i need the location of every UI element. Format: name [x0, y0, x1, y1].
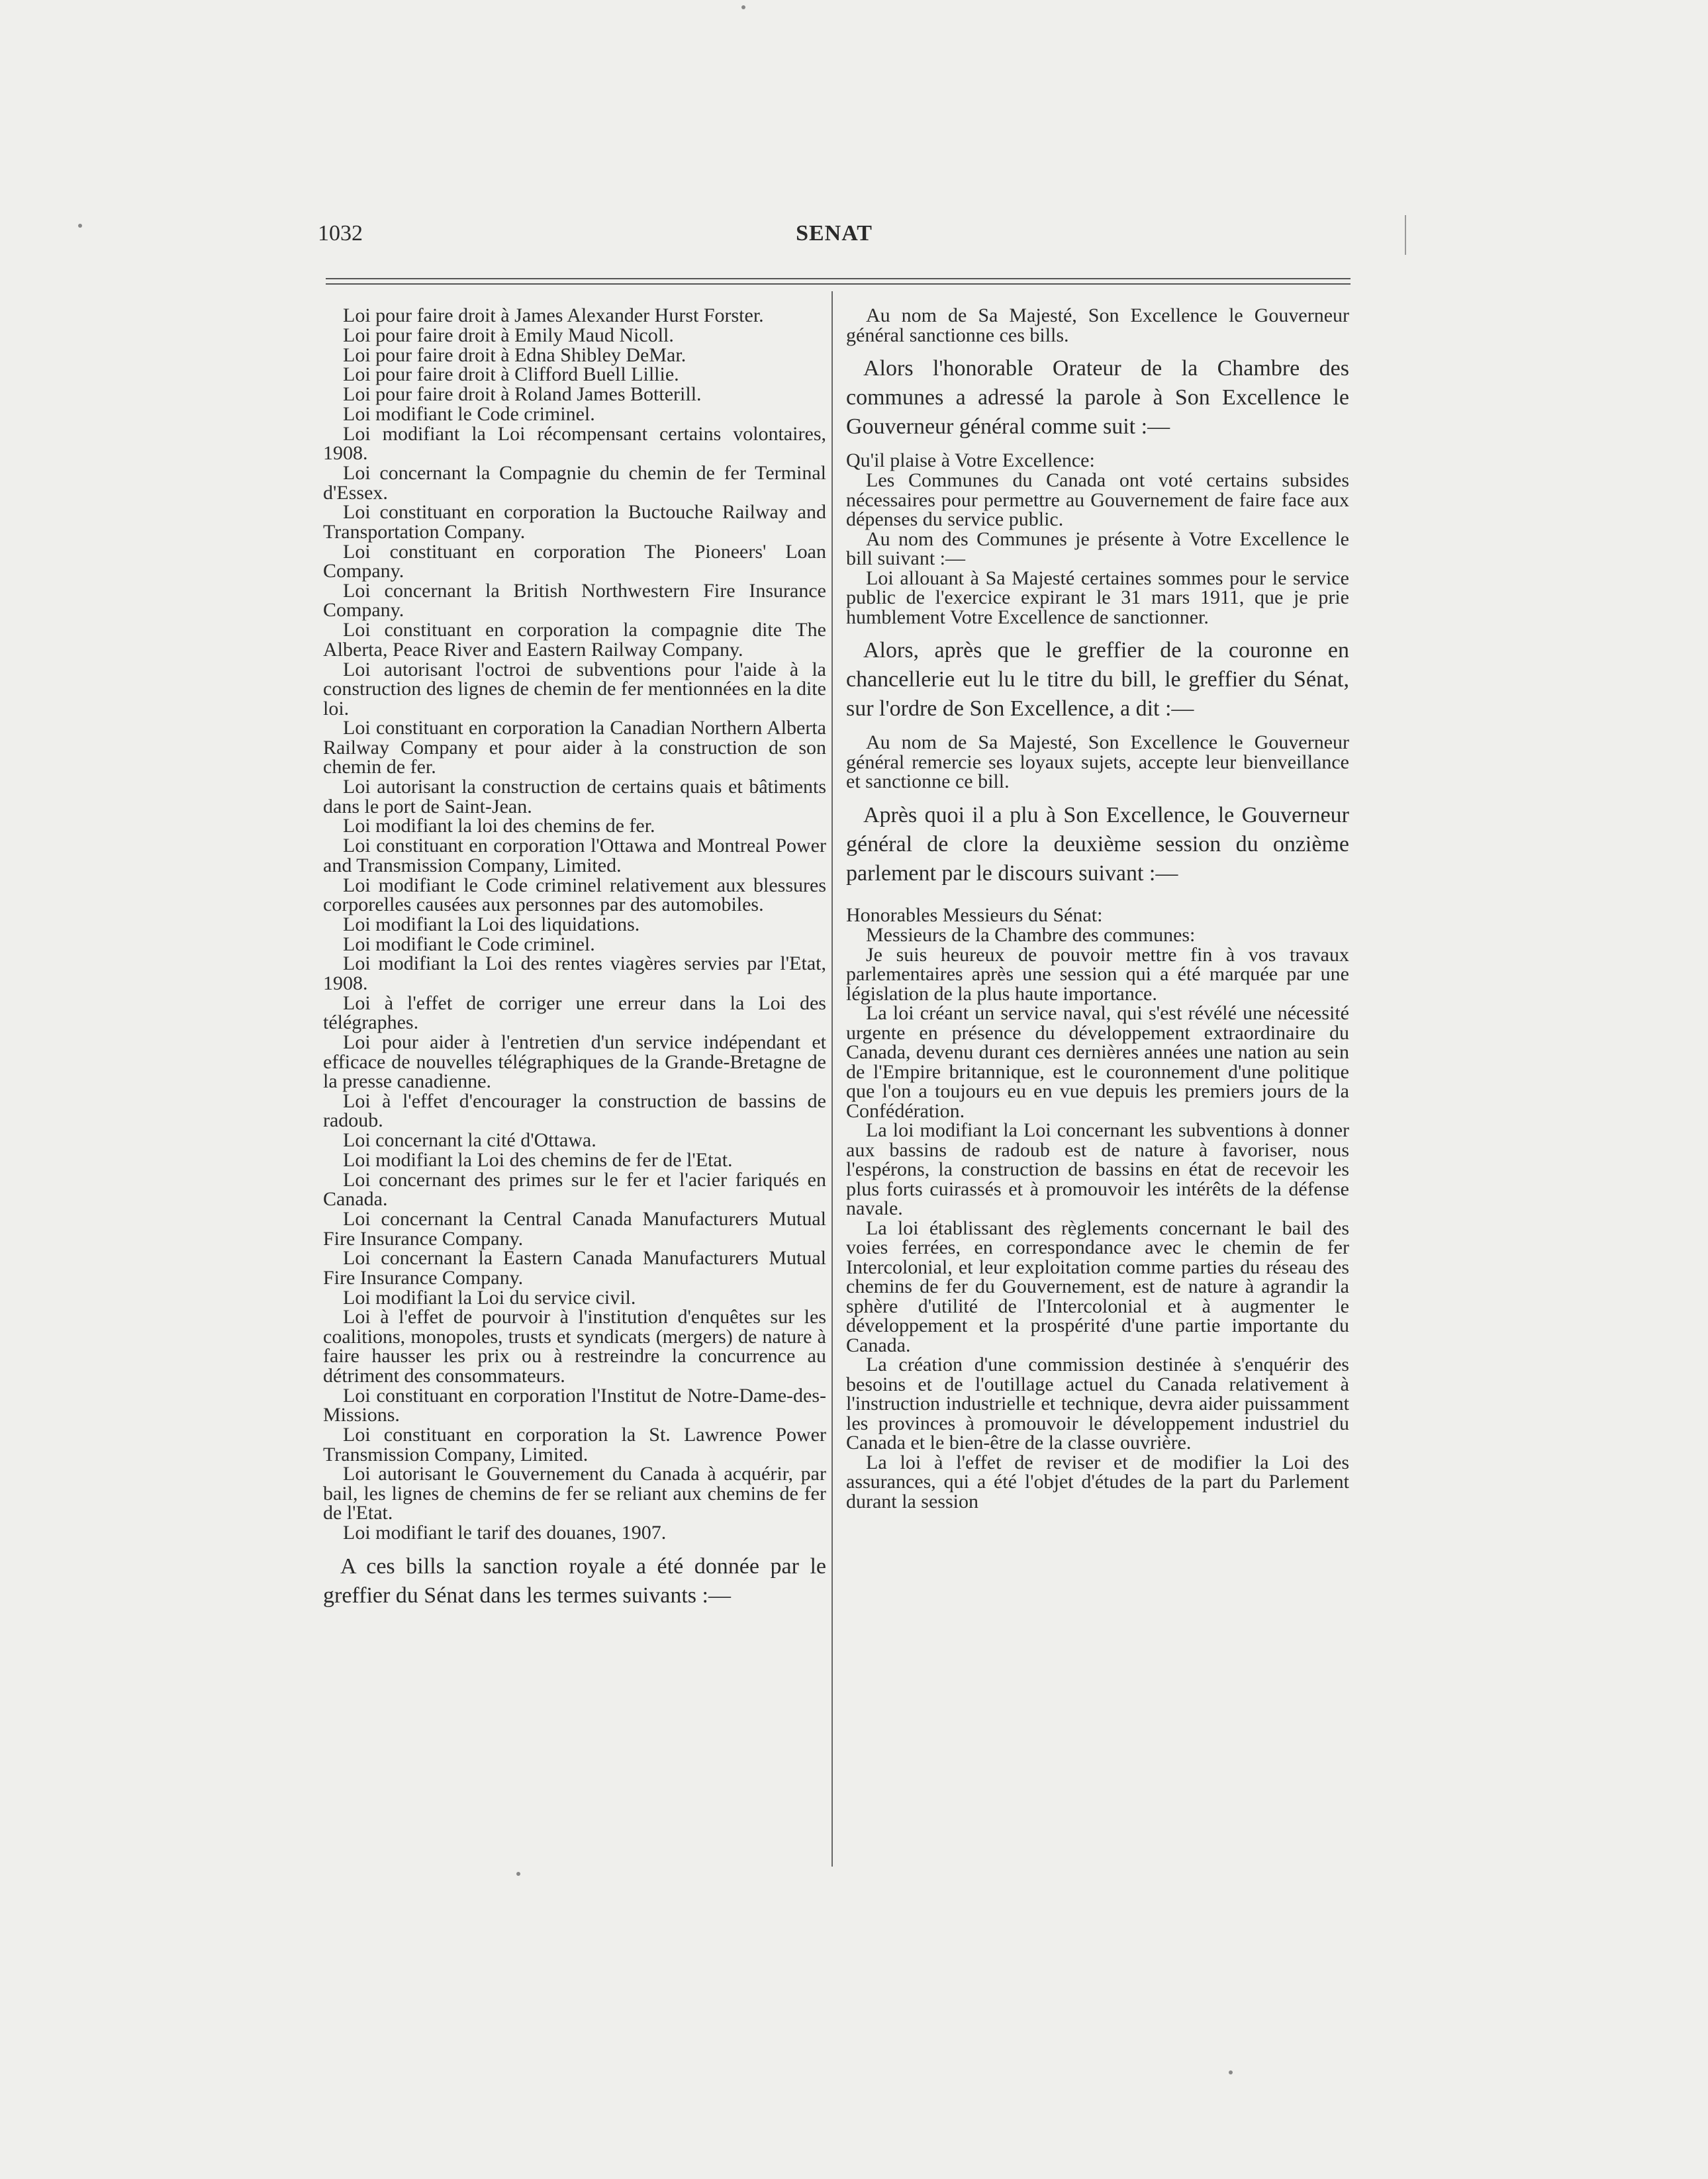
bill-entry: Loi concernant des primes sur le fer et l'acier fariqués en Canada.	[323, 1168, 826, 1211]
speech-from-throne	[846, 945, 1349, 1512]
salutation: Honorables Messieurs du Sénat:	[846, 904, 1103, 926]
bill-entry: Loi à l'effet de corriger une erreur dans la Loi des télégraphes.	[323, 992, 826, 1034]
bill-entry: Loi modifiant la Loi du service civil.	[343, 1286, 636, 1309]
bill-entry: Loi à l'effet d'encourager la construction de bassins de radoub.	[323, 1090, 826, 1132]
page-number: 1032	[318, 221, 363, 246]
speaker-address: Au nom des Communes je présente à Votre Excellence le bill suivant :—	[846, 528, 1349, 569]
bill-entry: Loi modifiant la Loi des liquidations.	[343, 913, 640, 935]
closing-paragraph: A ces bills la sanction royale a été donnée par le greffier du Sénat dans les termes suivants :—	[323, 1553, 826, 1608]
bill-entry: Loi modifiant le Code criminel relativement aux blessures corporelles causées aux personnes par des automobiles.	[323, 874, 826, 916]
bill-entry: Loi concernant la British Northwestern Fire Insurance Company.	[323, 579, 826, 622]
bill-entry: Loi modifiant la Loi récompensant certains volontaires, 1908.	[323, 422, 826, 465]
speaker-paragraph: Alors l'honorable Orateur de la Chambre des communes a adressé la parole à Son Excellence le Gouverneur général comme suit :—	[846, 356, 1349, 439]
bill-entry: Loi constituant en corporation la compagnie dite The Alberta, Peace River and Eastern Railway Company.	[323, 619, 826, 661]
speech-paragraph: La loi modifiant la Loi concernant les subventions à donner aux bassins de radoub est de nature à favoriser, nous l'espérons, la construction de bassins en état de recevoir les plus forts cuirassés et à promouvoir les intérêts de la défense navale.	[846, 1119, 1349, 1219]
bill-entry: Loi constituant en corporation The Pioneers' Loan Company.	[323, 540, 826, 582]
speech-paragraph: La création d'une commission destinée à s'enquérir des besoins et de l'outillage actuel du Canada relativement à l'instruction industrielle et technique, devra aider puissamment les provinces à promouvoir le développement industriel du Canada et le bien-être de la classe ouvrière.	[846, 1354, 1349, 1454]
bill-entry: Loi pour faire droit à Clifford Buell Lillie.	[343, 363, 679, 386]
bill-entry: Loi pour faire droit à James Alexander Hurst Forster.	[343, 304, 764, 326]
clerk-paragraph: Alors, après que le greffier de la couronne en chancellerie eut lu le titre du bill, le greffier du Sénat, sur l'ordre de Son Excellence, a dit :—	[846, 638, 1349, 721]
right-column	[846, 306, 1349, 1511]
scan-speck	[741, 5, 745, 9]
bill-entry: Loi concernant la Central Canada Manufacturers Mutual Fire Insurance Company.	[323, 1208, 826, 1250]
bill-list	[323, 306, 826, 1543]
page-header	[318, 221, 1351, 254]
bill-entry: Loi constituant en corporation l'Ottawa and Montreal Power and Transmission Company, Limited.	[323, 835, 826, 876]
bill-entry: Loi constituant en corporation la St. Lawrence Power Transmission Company, Limited.	[323, 1424, 826, 1465]
salutation: Messieurs de la Chambre des communes:	[866, 923, 1196, 946]
speech-paragraph: La loi établissant des règlements concernant le bail des voies ferrées, en correspondance avec le chemin de fer Intercolonial, et leur exploitation comme parties du réseau des chemins de fer du Gouvernement, est de nature à agrandir la sphère d'utilité de l'Intercolonial et à augmenter le développement et la prospérité d'une partie importante du Canada.	[846, 1217, 1349, 1356]
bill-entry: Loi pour faire droit à Roland James Botterill.	[343, 383, 702, 406]
bill-entry: Loi autorisant le Gouvernement du Canada à acquérir, par bail, les lignes de chemins de fer se reliant aux chemins de fer de l'Etat.	[323, 1463, 826, 1524]
header-rule	[326, 283, 1351, 285]
speech-paragraph: Je suis heureux de pouvoir mettre fin à vos travaux parlementaires après une session qui a été marquée par une législation de la plus haute importance.	[846, 943, 1349, 1005]
bill-entry: Loi autorisant l'octroi de subventions pour l'aide à la construction des lignes de chemin de fer mentionnées en la dite loi.	[323, 658, 826, 719]
bill-entry: Loi concernant la Eastern Canada Manufacturers Mutual Fire Insurance Company.	[323, 1247, 826, 1289]
bill-entry: Loi modifiant le Code criminel.	[343, 402, 595, 425]
speech-paragraph: La loi à l'effet de reviser et de modifier la Loi des assurances, qui a été l'objet d'études de la part du Parlement durant la session	[846, 1451, 1349, 1512]
bill-entry: Loi constituant en corporation l'Institut de Notre-Dame-des-Missions.	[323, 1384, 826, 1426]
bill-entry: Loi modifiant la Loi des rentes viagères servies par l'Etat, 1908.	[323, 952, 826, 994]
scan-speck	[1229, 2070, 1233, 2074]
header-rule	[326, 278, 1351, 279]
speaker-address: Les Communes du Canada ont voté certains subsides nécessaires pour permettre au Gouvernement de faire face aux dépenses du service public.	[846, 469, 1349, 530]
bill-entry: Loi constituant en corporation la Buctouche Railway and Transportation Company.	[323, 501, 826, 543]
bill-entry: Loi pour aider à l'entretien d'un service indépendant et efficace de nouvelles télégraphiques de la Grande-Bretagne de la presse canadienne.	[323, 1031, 826, 1093]
bill-entry: Loi autorisant la construction de certains quais et bâtiments dans le port de Saint-Jean.	[323, 776, 826, 817]
page-title: SENAT	[796, 221, 873, 246]
scan-speck	[516, 1872, 520, 1876]
royal-assent-paragraph: Au nom de Sa Majesté, Son Excellence le Gouverneur général sanctionne ces bills.	[846, 304, 1349, 346]
bill-entry: Loi modifiant le tarif des douanes, 1907.	[343, 1522, 667, 1544]
column-divider	[831, 291, 833, 1867]
left-column	[323, 306, 826, 1610]
bill-entry: Loi modifiant la loi des chemins de fer.	[343, 815, 655, 837]
bill-entry: Loi concernant la cité d'Ottawa.	[343, 1129, 596, 1152]
salutation: Qu'il plaise à Votre Excellence:	[846, 449, 1095, 471]
scan-speck	[78, 224, 82, 228]
bill-entry: Loi à l'effet de pourvoir à l'institution d'enquêtes sur les coalitions, monopoles, trusts et syndicats (mergers) de nature à faire hausser les prix ou à restreindre la concurrence au détriment des consommateurs.	[323, 1306, 826, 1387]
bill-title: Loi allouant à Sa Majesté certaines sommes pour le service public de l'exercice expirant le 31 mars 1911, que je prie humblement Votre Excellence de sanctionner.	[846, 567, 1349, 628]
prorogation-paragraph: Après quoi il a plu à Son Excellence, le Gouverneur général de clore la deuxième session du onzième parlement par le discours suivant :—	[846, 802, 1349, 886]
bill-entry: Loi constituant en corporation la Canadian Northern Alberta Railway Company et pour aider à la construction de son chemin de fer.	[323, 717, 826, 778]
bill-entry: Loi pour faire droit à Emily Maud Nicoll.	[343, 324, 674, 346]
edge-mark	[1405, 215, 1406, 255]
royal-assent-paragraph: Au nom de Sa Majesté, Son Excellence le Gouverneur général remercie ses loyaux sujets, accepte leur bienveillance et sanctionne ce bill.	[846, 731, 1349, 792]
bill-entry: Loi modifiant la Loi des chemins de fer de l'Etat.	[343, 1148, 733, 1171]
bill-entry: Loi modifiant le Code criminel.	[343, 933, 595, 955]
bill-entry: Loi concernant la Compagnie du chemin de fer Terminal d'Essex.	[323, 462, 826, 504]
bill-entry: Loi pour faire droit à Edna Shibley DeMar.	[343, 344, 687, 366]
speech-paragraph: La loi créant un service naval, qui s'est révélé une nécessité urgente en présence du développement extraordinaire du Canada, devenu durant ces dernières années une nation au sein de l'Empire britannique, est le couronnement d'une politique que l'on a toujours eu en vue depuis les premiers jours de la Confédération.	[846, 1002, 1349, 1122]
